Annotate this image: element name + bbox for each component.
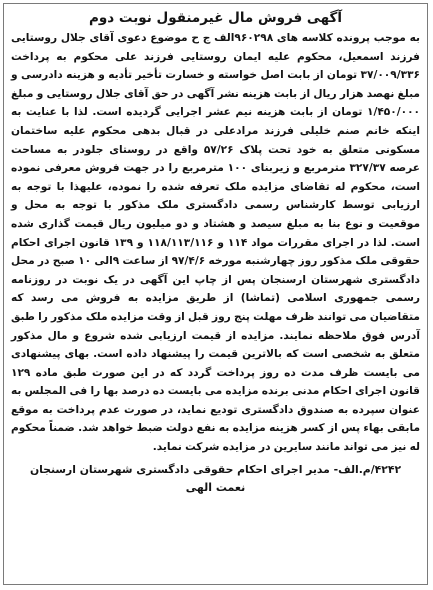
notice-signature-name: نعمت الهی [185, 480, 246, 494]
notice-signature: ۴۲۴۲/م.الف- مدیر اجرای احکام حقوقی دادگستری شهرستان ارسنجان [29, 462, 402, 476]
notice-body: به موجب پرونده کلاسه های ۹۶۰۲۹۸الف ج ح موضوع دعوی آقای جلال روستایی فرزند اسمعیل، محکوم علیه ایمان روستایی فرزند علی محکوم به پرداخت ۳۷/۰۰۹/۳۳۶ تومان از بابت اصل خواسته و خسارت تأخیر تأدیه و هزینه دادرسی و مبلغ نهصد هزار ریال از بابت هزینه نشر آگهی در حق آقای جلال روستایی و مبلغ ۱/۴۵۰/۰۰۰ تومان از بابت هزینه نیم عشر اجرایی گردیده است. لذا با عنایت به اینکه خانم صنم خلیلی فرزند مرادعلی در قبال بدهی محکوم علیه ساختمان مسکونی متعلق به خود تحت پلاک ۵۷/۲۶ واقع در روستای جلودر به مساحت عرصه ۳۲۷/۳۷ مترمربع و زیربنای ۱۰۰ مترمربع را در جهت فروش معرفی نموده است، محکوم له تقاضای مزایده ملک تعرفه شده را نموده، علیهذا با توجه به ارزیابی توسط کارشناس رسمی دادگستری ملک مذکور با توجه به محل و موقعیت و نوع بنا به مبلغ سیصد و هشتاد و دو میلیون ریال قیمت گذاری شده است. لذا در اجرای مقررات مواد ۱۱۴ و ۱۱۸/۱۱۳/۱۱۶ و ۱۳۹ قانون اجرای احکام حقوقی ملک مذکور روز چهارشنبه مورخه ۹۷/۴/۶ از ساعت ۹الی ۱۰ صبح در محل دادگستری شهرستان ارسنجان پس از چاپ این آگهی در یک نوبت در روزنامه رسمی جمهوری اسلامی (تماشا) از طریق مزایده به فروش می رسد که متقاضیان می توانند ظرف مهلت پنج روز قبل از وقت مزایده ملک مذکور را طبق آدرس فوق ملاحظه نمایند. مزایده از قیمت ارزیابی شده شروع و مال مذکور متعلق به شخصی است که بالاترین قیمت را پیشنهاد داده است. بهای پیشنهادی می بایست ظرف مدت ده روز پرداخت گردد که در این صورت طبق ماده ۱۲۹ قانون اجرای احکام مدنی برنده مزایده می بایست ده درصد بها را فی المجلس به عنوان سپرده به صندوق دادگستری تودیع نماید، در صورت عدم پرداخت به موقع مابقی بهاء پس از کسر هزینه مزایده به نفع دولت ضبط خواهد شد. ضمناً محکوم له نیز می تواند مانند سایرین در مزایده شرکت نماید. [11, 32, 421, 454]
auction-notice [3, 3, 428, 585]
notice-title: آگهی فروش مال غیرمنقول نوبت دوم [89, 10, 342, 26]
